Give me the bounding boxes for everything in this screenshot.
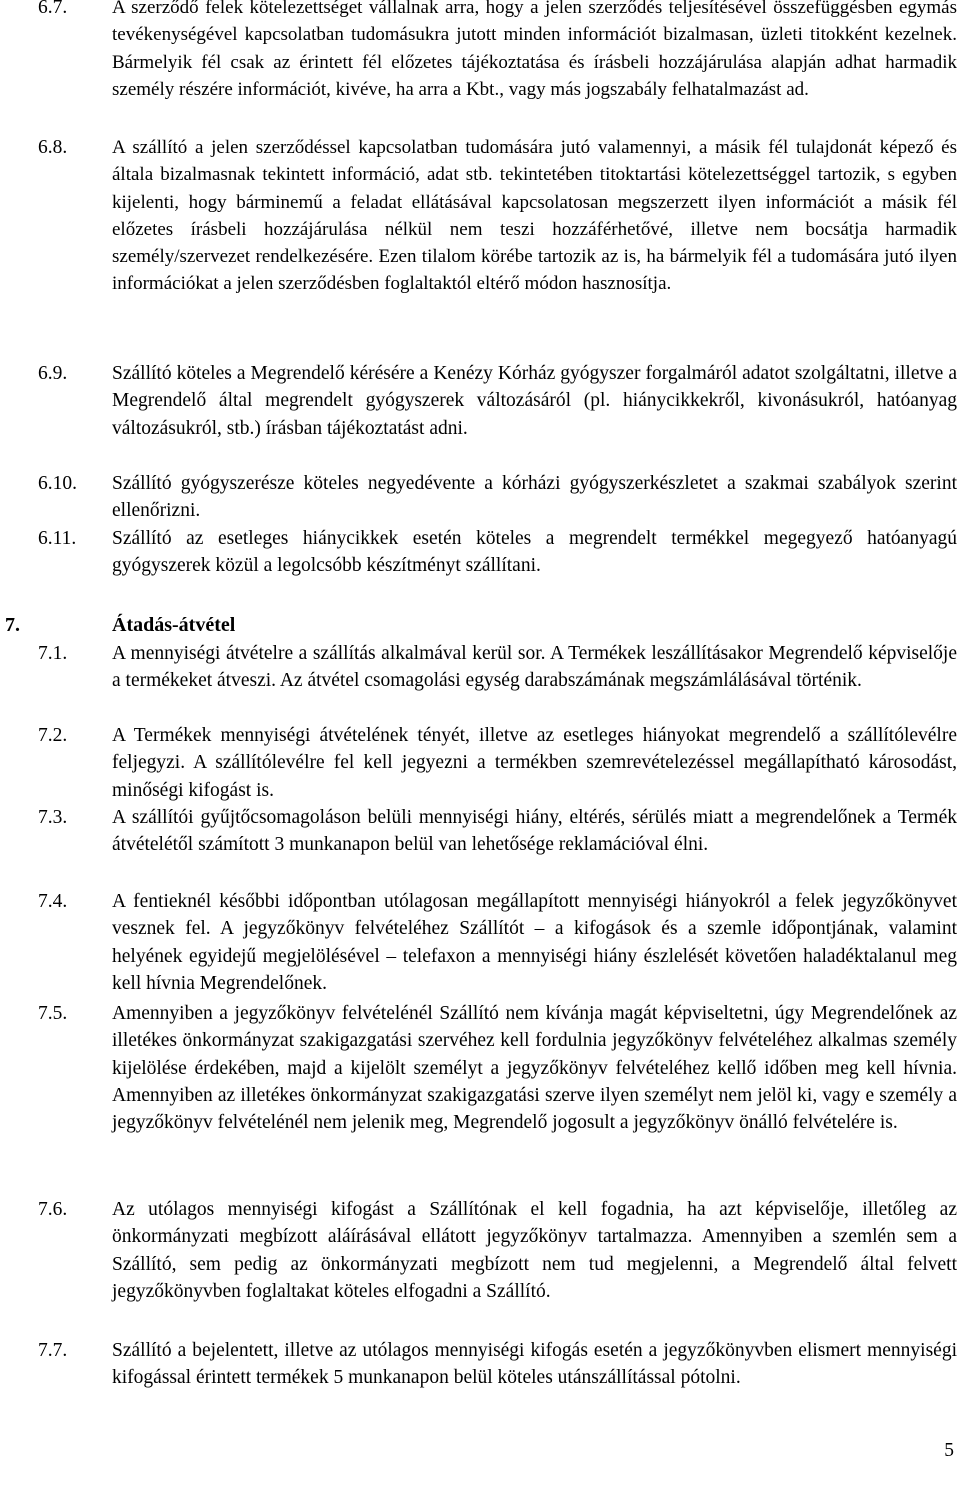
clause-text: A fentieknél későbbi időpontban utólagosan megállapított mennyiségi hiányokról a felek jegyzőkönyvet vesznek fel. A jegyzőkönyv felvételéhez Szállítót – a kifogások és a szemle időpontjának, valamint helyének egyidejű megjelölésével – telefaxon a mennyiségi hiány észlelését követően haladéktalanul meg kell hívnia Megrendelőnek. (112, 891, 957, 994)
clause-number: 6.7. (38, 0, 68, 18)
clause-text: Szállító az esetleges hiánycikkek esetén köteles a megrendelt termékkel megegyező hatóanyagú gyógyszerek közül a legolcsóbb készítményt szállítani. (112, 528, 957, 577)
clause-text: Szállító köteles a Megrendelő kérésére a Kenézy Kórház gyógyszer forgalmáról adatot szolgáltatni, illetve a Megrendelő által megrendelt gyógyszerek változásáról (pl. hiánycikkekről, kivonásukról, hatóanyag változásukról, stb.) írásban tájékoztatást adni. (112, 363, 957, 439)
clause-number: 6.11. (38, 528, 77, 549)
clause-text: A mennyiségi átvételre a szállítás alkalmával kerül sor. A Termékek leszállításakor Megrendelő képviselője a termékeket átveszi. Az átvétel csomagolási egység darabszámának megszámlálásával történik. (112, 643, 957, 692)
clause-number: 7.1. (38, 643, 68, 664)
clause-number: 7.3. (38, 807, 68, 828)
clause-number: 7.6. (38, 1199, 68, 1220)
clause-number: 6.9. (38, 363, 68, 384)
clause-text: A szerződő felek kötelezettséget vállalnak arra, hogy a jelen szerződés teljesítésével összefüggésben egymás tevékenységével kapcsolatban tudomásukra jutott minden információt bizalmasan, üzleti titokként kezelnek. Bármelyik fél csak az érintett fél előzetes tájékoztatása és írásbeli hozzájárulása alapján adhat harmadik személy részére információt, kivéve, ha arra a Kbt., vagy más jogszabály felhatalmazást ad. (112, 0, 957, 100)
clause-text: Amennyiben a jegyzőkönyv felvételénél Szállító nem kívánja magát képviseltetni, úgy Megrendelőnek az illetékes önkormányzat szakigazgatási szervéhez kell fordulnia jegyzőkönyv felvételéhez alkalmas személy kijelölése érdekében, majd a kijelölt személyt a jegyzőkönyv felvételéhez kellő időben meg kell hívnia. Amennyiben az illetékes önkormányzat szakigazgatási szerve ilyen személyt nem jelöl ki, vagy e személy a jegyzőkönyv felvételénél nem jelenik meg, Megrendelő jogosult a jegyzőkönyv önálló felvételére is. (112, 1003, 957, 1134)
clause-text: A szállítói gyűjtőcsomagoláson belüli mennyiségi hiány, eltérés, sérülés miatt a megrendelőnek a Termék átvételétől számított 3 munkanapon belül van lehetősége reklamációval élni. (112, 807, 957, 856)
clause-number: 7.7. (38, 1340, 68, 1361)
page-number: 5 (944, 1440, 954, 1461)
clause-text: Szállító a bejelentett, illetve az utólagos mennyiségi kifogás esetén a jegyzőkönyvben elismert mennyiségi kifogással érintett termékek 5 munkanapon belül köteles utánszállítással pótolni. (112, 1340, 957, 1389)
clause-number: 7.2. (38, 725, 68, 746)
clause-number: 6.10. (38, 473, 77, 494)
clause-text: A Termékek mennyiségi átvételének tényét, illetve az esetleges hiányokat megrendelő a szállítólevélre feljegyzi. A szállítólevélre fel kell jegyezni a termékben szemrevételezéssel megállapítható károsodást, minőségi kifogást is. (112, 725, 957, 801)
clause-number: 7.5. (38, 1003, 68, 1024)
section-title: Átadás-átvétel (112, 614, 236, 636)
clause-text: Szállító gyógyszerésze köteles negyedévente a kórházi gyógyszerkészletet a szakmai szabályok szerint ellenőrizni. (112, 473, 957, 522)
clause-text: A szállító a jelen szerződéssel kapcsolatban tudomására jutó valamennyi, a másik fél tulajdonát képező és általa bizalmasnak tekintett információ, adat stb. tekintetében titoktartási kötelezettséggel tartozik, s egyben kijelenti, hogy bárminemű a feladat ellátásával kapcsolatosan megszerzett ilyen információt a másik fél előzetes írásbeli hozzájárulása nélkül nem teszi hozzáférhetővé, illetve nem bocsátja harmadik személy/szervezet rendelkezésére. Ezen tilalom körébe tartozik az is, ha bármelyik fél a tudomására jutó ilyen információkat a jelen szerződésben foglaltaktól eltérő módon hasznosítja. (112, 137, 957, 295)
section-number: 7. (5, 614, 20, 636)
clause-number: 6.8. (38, 137, 68, 158)
clause-number: 7.4. (38, 891, 68, 912)
clause-text: Az utólagos mennyiségi kifogást a Szállítónak el kell fogadnia, ha azt képviselője, illetőleg az önkormányzati megbízott aláírásával ellátott jegyzőkönyv tartalmazza. Amennyiben a szemlén sem a Szállító, sem pedig az önkormányzati megbízott nem tud megjelenni, a Megrendelő által felvett jegyzőkönyvben foglaltakat köteles elfogadni a Szállító. (112, 1199, 957, 1302)
